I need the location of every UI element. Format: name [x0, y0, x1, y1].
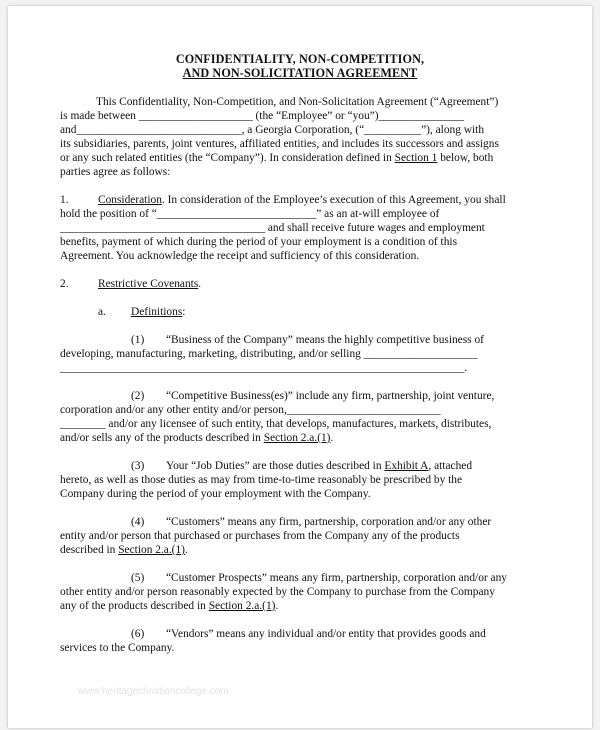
document-page: [8, 6, 592, 728]
watermark-text: www.heritagechristiancollege.com: [78, 686, 229, 697]
intro-line: parties agree as follows:: [60, 166, 171, 178]
definition-line: “Customers” means any firm, partnership, corporation and/or any other: [166, 516, 492, 528]
definition-line: hereto, as well as those duties as may from time-to-time reasonably be prescribed by the: [60, 474, 463, 486]
section-1-line: benefits, payment of which during the period of your employment is a condition of this: [60, 236, 458, 248]
section-heading: Restrictive Covenants: [98, 278, 199, 290]
definition-line: Company during the period of your employment with the Company.: [60, 488, 371, 500]
intro-line: is made between ____________________ (the “Employee” or “you”)_______________: [60, 110, 464, 122]
intro-line: its subsidiaries, parents, joint ventures, affiliated entities, and includes its successors and assigns: [60, 138, 499, 150]
section-reference-link: Section 2.a.(1): [208, 600, 276, 612]
section-number: 2.: [60, 278, 69, 290]
definition-line: corporation and/or any other entity and/or person,___________________________: [60, 404, 441, 416]
definition-line: services to the Company.: [60, 642, 175, 654]
intro-line: or any such related entities (the “Company”). In consideration defined in Section 1 below, both: [60, 152, 494, 164]
definition-line: Your “Job Duties” are those duties described in Exhibit A, attached: [166, 460, 473, 472]
intro-line: and_____________________________, a Georgia Corporation, (“__________”), along with: [60, 124, 485, 136]
definition-line: any of the products described in Section 2.a.(1).: [60, 600, 279, 612]
definition-line: “Vendors” means any individual and/or entity that provides goods and: [166, 628, 486, 640]
section-2-heading-line: Restrictive Covenants.: [98, 278, 202, 290]
document-title-line-1: CONFIDENTIALITY, NON-COMPETITION,: [175, 52, 425, 66]
definition-number: (1): [131, 334, 145, 346]
definition-line: entity and/or person that purchased or purchases from the Company any of the products: [60, 530, 460, 542]
definition-line: _______________________________________________________________________.: [60, 362, 468, 374]
definition-number: (3): [131, 460, 145, 472]
section-number: 1.: [60, 194, 69, 206]
definition-line: other entity and/or person reasonably expected by the Company to purchase from the Company: [60, 586, 495, 598]
intro-line: This Confidentiality, Non-Competition, and Non-Solicitation Agreement (“Agreement”): [96, 96, 499, 108]
definition-line: and/or sells any of the products described in Section 2.a.(1).: [60, 432, 334, 444]
definition-line: ________ and/or any licensee of such entity, that develops, manufactures, markets, distributes,: [60, 418, 492, 430]
section-reference-link: Section 2.a.(1): [118, 544, 185, 556]
section-reference-link: Section 1: [394, 152, 438, 164]
definition-line: “Business of the Company” means the highly competitive business of: [166, 334, 484, 346]
section-1-line: Agreement. You acknowledge the receipt and sufficiency of this consideration.: [60, 250, 420, 262]
definition-number: (6): [131, 628, 145, 640]
section-1-line: ____________________________________ and shall receive future wages and employment: [60, 222, 485, 234]
definition-number: (4): [131, 516, 145, 528]
section-1-line: hold the position of “____________________________” as an at-will employee of: [60, 208, 440, 220]
subsection-letter: a.: [98, 306, 106, 318]
section-1-line: Consideration. In consideration of the Employee’s execution of this Agreement, you shall: [98, 194, 506, 206]
definition-line: described in Section 2.a.(1).: [60, 544, 188, 556]
definition-line: developing, manufacturing, marketing, distributing, and/or selling ____________________: [60, 348, 478, 360]
section-heading: Consideration: [98, 194, 162, 206]
definition-number: (5): [131, 572, 145, 584]
subsection-heading-line: Definitions:: [131, 306, 186, 318]
document-title-line-2: AND NON-SOLICITATION AGREEMENT: [182, 66, 418, 80]
subsection-heading: Definitions: [131, 306, 183, 318]
exhibit-reference-link: Exhibit A: [384, 460, 429, 472]
definition-number: (2): [131, 390, 145, 402]
definition-line: “Customer Prospects” means any firm, partnership, corporation and/or any: [166, 572, 507, 584]
definition-line: “Competitive Business(es)” include any firm, partnership, joint venture,: [166, 390, 495, 402]
section-reference-link: Section 2.a.(1): [263, 432, 331, 444]
